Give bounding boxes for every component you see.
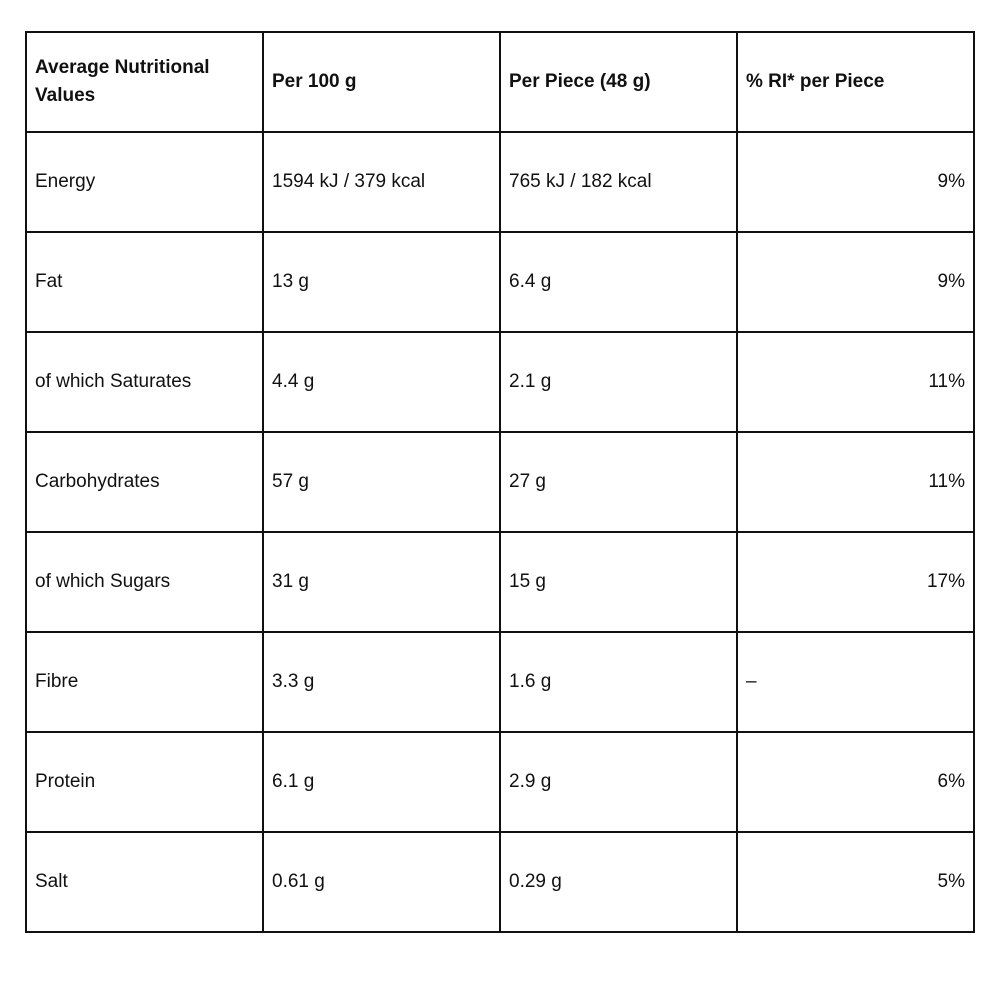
nutrient-name: Fibre [26, 632, 263, 732]
table-row [26, 532, 974, 632]
per-piece-value: 6.4 g [500, 232, 737, 332]
nutrient-name: Salt [26, 832, 263, 932]
table-row [26, 732, 974, 832]
nutrient-name: Protein [26, 732, 263, 832]
per-100g-value: 3.3 g [263, 632, 500, 732]
nutrition-table [25, 31, 975, 933]
per-piece-value: 15 g [500, 532, 737, 632]
header-nutrient: Average Nutritional Values [26, 32, 263, 132]
nutrient-name: of which Saturates [26, 332, 263, 432]
table-row [26, 632, 974, 732]
ri-value: 9% [737, 132, 974, 232]
per-piece-value: 2.9 g [500, 732, 737, 832]
per-100g-value: 4.4 g [263, 332, 500, 432]
header-per-100g: Per 100 g [263, 32, 500, 132]
ri-value: 5% [737, 832, 974, 932]
header-row [26, 32, 974, 132]
per-piece-value: 1.6 g [500, 632, 737, 732]
per-100g-value: 0.61 g [263, 832, 500, 932]
per-100g-value: 57 g [263, 432, 500, 532]
header-per-piece: Per Piece (48 g) [500, 32, 737, 132]
table-row [26, 432, 974, 532]
nutrient-name: of which Sugars [26, 532, 263, 632]
ri-value: 6% [737, 732, 974, 832]
ri-value: 17% [737, 532, 974, 632]
table-row [26, 132, 974, 232]
table-row [26, 832, 974, 932]
ri-value: 9% [737, 232, 974, 332]
per-piece-value: 0.29 g [500, 832, 737, 932]
per-100g-value: 31 g [263, 532, 500, 632]
table-row [26, 332, 974, 432]
nutrient-name: Carbohydrates [26, 432, 263, 532]
per-100g-value: 6.1 g [263, 732, 500, 832]
nutrient-name: Energy [26, 132, 263, 232]
per-piece-value: 2.1 g [500, 332, 737, 432]
per-100g-value: 1594 kJ / 379 kcal [263, 132, 500, 232]
ri-value: 11% [737, 332, 974, 432]
per-piece-value: 765 kJ / 182 kcal [500, 132, 737, 232]
header-ri-per-piece: % RI* per Piece [737, 32, 974, 132]
table-row [26, 232, 974, 332]
per-100g-value: 13 g [263, 232, 500, 332]
ri-value: – [737, 632, 974, 732]
nutrient-name: Fat [26, 232, 263, 332]
ri-value: 11% [737, 432, 974, 532]
per-piece-value: 27 g [500, 432, 737, 532]
